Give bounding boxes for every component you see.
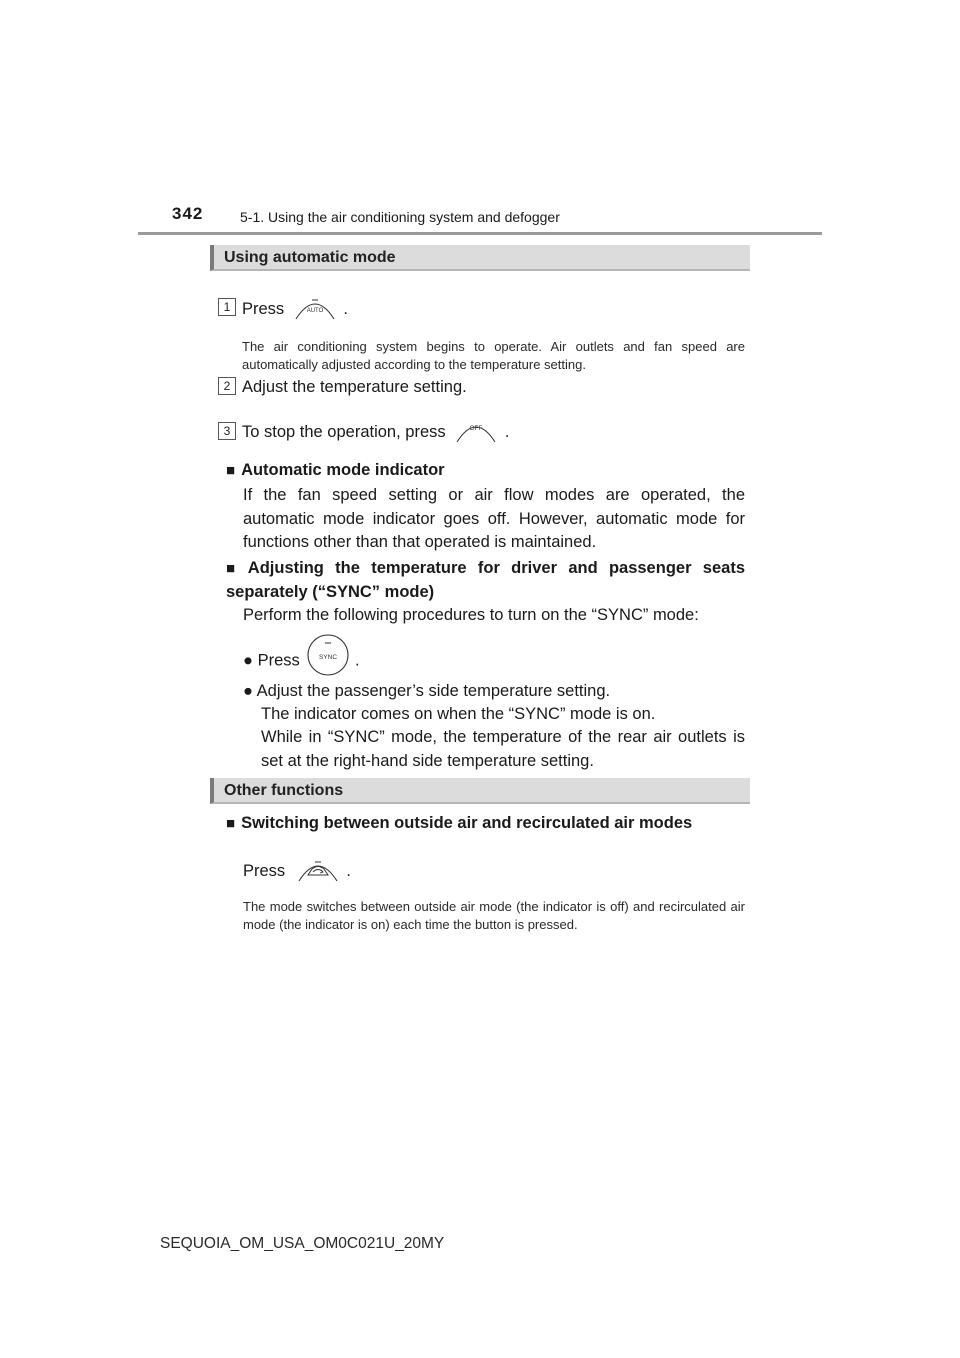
- step-number-1: 1: [218, 298, 236, 316]
- sync-bullet-2-line3: While in “SYNC” mode, the temperature of the rear air outlets is set at the right-hand side temperature setting.: [261, 728, 745, 770]
- round-bullet-icon: ●: [243, 682, 253, 700]
- switching-press: [243, 860, 351, 884]
- step-3-period: .: [504, 423, 510, 441]
- step-1-note: The air conditioning system begins to operate. Air outlets and fan speed are automatically adjusted according to the temperature setting.: [242, 339, 745, 372]
- footer-code: SEQUOIA_OM_USA_OM0C021U_20MY: [160, 1235, 445, 1252]
- sync-title: [226, 557, 745, 604]
- sync-bullet-1-press: Press: [257, 651, 300, 670]
- auto-indicator-title: [226, 459, 445, 483]
- sync-bullet-1-period: .: [354, 651, 360, 670]
- sync-bullet-1: [243, 645, 360, 677]
- heading-other-functions: [210, 778, 750, 804]
- step-3-text: [242, 421, 509, 445]
- sync-bullet-2: [243, 680, 610, 704]
- step-1-text: [242, 298, 348, 322]
- switching-title-text: Switching between outside air and recirculated air modes: [241, 814, 693, 832]
- svg-text:OFF: OFF: [469, 424, 483, 432]
- switching-title: [226, 812, 692, 836]
- step-2-text: Adjust the temperature setting.: [242, 378, 467, 396]
- heading-using-automatic-mode: [210, 245, 750, 271]
- section-title: 5-1. Using the air conditioning system and defogger: [240, 209, 560, 225]
- switching-press-text: Press: [243, 862, 286, 880]
- square-bullet-icon: ■: [226, 462, 236, 479]
- step-number-3: 3: [218, 422, 236, 440]
- square-bullet-icon: ■: [226, 560, 242, 577]
- step-1-press: Press: [242, 300, 285, 318]
- step-1-period: .: [343, 300, 348, 318]
- page-number: 342: [172, 204, 204, 223]
- sync-intro: Perform the following procedures to turn on the “SYNC” mode:: [243, 606, 699, 624]
- switching-period: .: [346, 862, 351, 880]
- header-rule: [138, 232, 822, 235]
- auto-indicator-body: If the fan speed setting or air flow modes are operated, the automatic mode indicator goes off. However, automatic mode for functions other than that operated is maintained.: [243, 486, 745, 551]
- svg-text:AUTO: AUTO: [306, 307, 324, 314]
- recirculation-button-icon: [296, 855, 340, 883]
- heading-text: Using automatic mode: [224, 249, 396, 266]
- off-button-icon: [454, 416, 498, 444]
- round-bullet-icon: ●: [243, 651, 253, 670]
- svg-text:SYNC: SYNC: [319, 654, 338, 661]
- step-3-stop: To stop the operation, press: [242, 423, 446, 441]
- sync-bullet-2-line2: The indicator comes on when the “SYNC” mode is on.: [261, 705, 656, 723]
- auto-button-icon: [293, 293, 337, 321]
- sync-title-text: Adjusting the temperature for driver and passenger seats separately (“SYNC” mode): [226, 559, 745, 601]
- square-bullet-icon: ■: [226, 815, 236, 832]
- step-number-2: 2: [218, 377, 236, 395]
- auto-indicator-title-text: Automatic mode indicator: [241, 461, 445, 479]
- switching-note: The mode switches between outside air mode (the indicator is off) and recirculated air mode (the indicator is on) each time the button is pressed.: [243, 899, 745, 932]
- sync-button-icon: [306, 633, 350, 677]
- heading-text: Other functions: [224, 782, 344, 799]
- sync-bullet-2-text: Adjust the passenger’s side temperature setting.: [256, 682, 611, 700]
